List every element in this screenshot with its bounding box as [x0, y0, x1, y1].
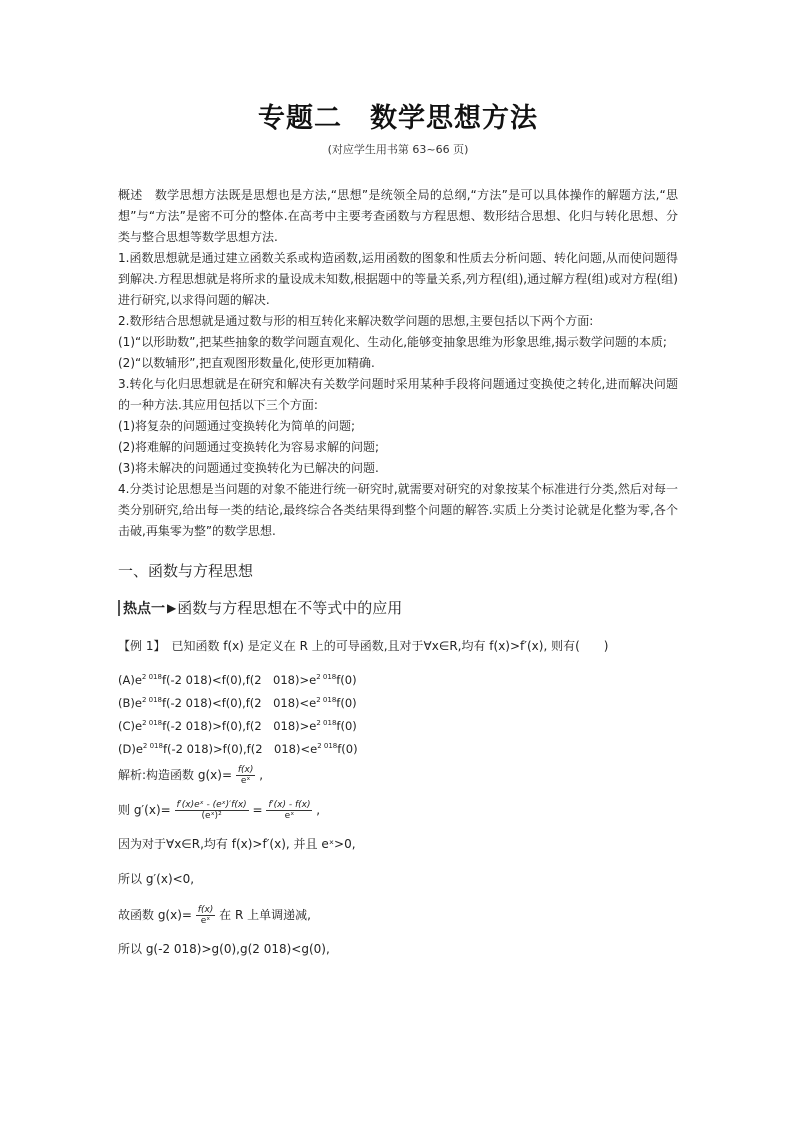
overview-paragraph: (1)将复杂的问题通过变换转化为简单的问题; [118, 419, 356, 433]
overview-paragraph: (2)“以数辅形”,把直观图形数量化,使形更加精确. [118, 356, 375, 370]
solution-line-1: 解析:构造函数 g(x)= $\frac{f(x)}{\text{eˣ}}$ , [118, 765, 264, 786]
section-heading: 一、函数与方程思想 [118, 562, 254, 580]
options-list [118, 667, 678, 759]
example-stem: 【例 1】 已知函数 f(x) 是定义在 R 上的可导函数,且对于∀x∈R,均有 f(x)>f′(x), 则有( ) [118, 639, 609, 653]
hotspot-title: 函数与方程思想在不等式中的应用 [177, 599, 403, 617]
solution-line-6: 所以 g(-2 018)>g(0),g(2 018)<g(0), [118, 942, 330, 956]
overview-paragraph: (2)将难解的问题通过变换转化为容易求解的问题; [118, 440, 380, 454]
option-c: $(C)e^{2 018}f(-2$ 018)>f(0),f(2 $018)>e^{2 018}f(0)$ [118, 719, 357, 733]
overview-section [118, 185, 678, 542]
solution-line-5: 故函数 g(x)= $\frac{f(x)}{\text{eˣ}}$ 在 R 上单调递减, [118, 905, 311, 926]
page-title: 专题二 数学思想方法 [258, 103, 538, 134]
hotspot-label: 热点一 [123, 600, 165, 617]
fraction: $\frac{f(x)}{\text{eˣ}}$ [197, 905, 214, 926]
overview-paragraph: 1.函数思想就是通过建立函数关系或构造函数,运用函数的图象和性质去分析问题、转化问题,从而使问题得到解决.方程思想就是将所求的量设成未知数,根据题中的等量关系,列方程(组),通过解方程(组)或对方程(组)进行研究,以求得问题的解决. [118, 251, 678, 307]
solution-line-4: 所以 g′(x)<0, [118, 872, 195, 886]
bar-marker-icon [118, 600, 120, 616]
overview-paragraph: (1)“以形助数”,把某些抽象的数学问题直观化、生动化,能够变抽象思维为形象思维,揭示数学问题的本质; [118, 335, 667, 349]
fraction: $\frac{f(x)}{\text{eˣ}}$ [237, 765, 254, 786]
solution [118, 765, 678, 961]
option-a: $(A)e^{2 018}f(-2$ 018)<f(0),f(2 $018)>e^{2 018}f(0)$ [118, 673, 357, 687]
option-d: $(D)e^{2 018}f(-2$ 018)>f(0),f(2 $018)<e^{2 018}f(0)$ [118, 742, 358, 756]
page-subtitle: (对应学生用书第 63~66 页) [327, 143, 469, 156]
fraction: $\frac{f'(x) - f(x)}{\text{eˣ}}$ [268, 800, 311, 821]
overview-paragraph: (3)将未解决的问题通过变换转化为已解决的问题. [118, 461, 379, 475]
document-page [118, 96, 678, 961]
triangle-arrow-icon: ▶ [167, 600, 177, 615]
hotspot-heading [118, 597, 678, 618]
solution-line-2: 则 g′(x)= $\frac{\text{f′(x)eˣ - (eˣ)′f(x)}}{\text{(eˣ)²}}$ = $\frac{f'(x) - f(x)}{\text{eˣ}}$ , [118, 800, 321, 821]
fraction: $\frac{\text{f′(x)eˣ - (eˣ)′f(x)}}{\text{(eˣ)²}}$ [176, 800, 247, 821]
overview-paragraph: 4.分类讨论思想是当问题的对象不能进行统一研究时,就需要对研究的对象按某个标准进行分类,然后对每一类分别研究,给出每一类的结论,最终综合各类结果得到整个问题的解答.实质上分类讨论就是化整为零,各个击破,再集零为整”的数学思想. [118, 482, 678, 538]
option-b: $(B)e^{2 018}f(-2$ 018)<f(0),f(2 $018)<e^{2 018}f(0)$ [118, 696, 357, 710]
overview-paragraph: 3.转化与化归思想就是在研究和解决有关数学问题时采用某种手段将问题通过变换使之转化,进而解决问题的一种方法.其应用包括以下三个方面: [118, 377, 678, 412]
solution-line-3: 因为对于∀x∈R,均有 f(x)>f′(x), 并且 eˣ>0, [118, 837, 356, 851]
overview-paragraph: 概述 数学思想方法既是思想也是方法,“思想”是统领全局的总纲,“方法”是可以具体操作的解题方法,“思想”与“方法”是密不可分的整体.在高考中主要考查函数与方程思想、数形结合思想、化归与转化思想、分类与整合思想等数学思想方法. [118, 188, 678, 244]
overview-paragraph: 2.数形结合思想就是通过数与形的相互转化来解决数学问题的思想,主要包括以下两个方面: [118, 314, 594, 328]
